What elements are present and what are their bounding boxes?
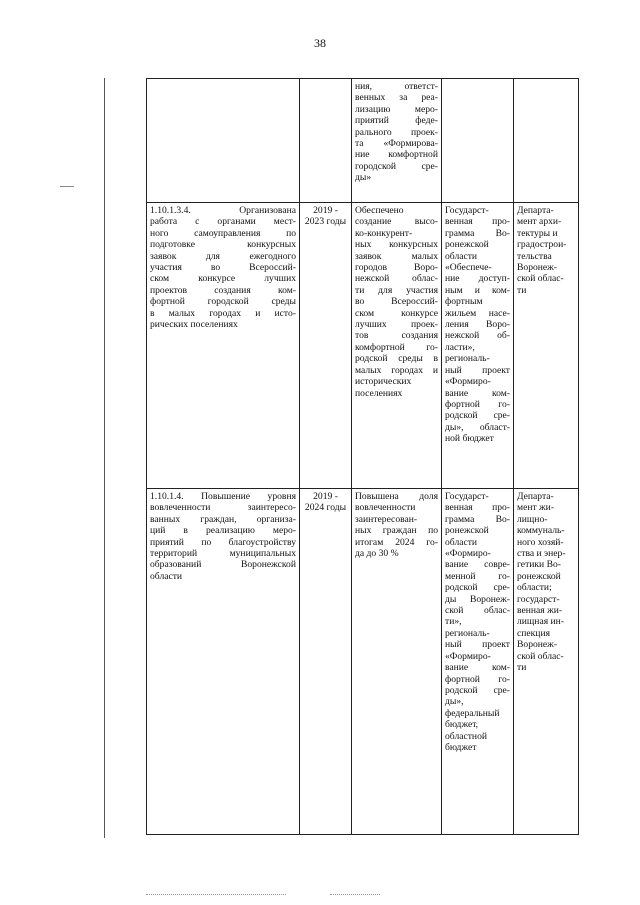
cell-text-line: участия во Всероссий- [150,262,296,274]
action-cell [147,203,300,489]
cell-text-line: венная про- [445,216,510,228]
cell-text-line: ций в реализацию меро- [150,525,296,537]
cell-text-line: ской облас- [445,605,510,617]
cell-text-line: проектов создания ком- [150,284,296,296]
cell-text-line: ный проект [445,639,510,651]
cell-text-line: заявок малых [355,250,438,262]
cell-text-line: Повышена доля [355,491,438,502]
result-cell [352,489,442,835]
cell-text-line: образований Воронежской [150,559,296,571]
cell-text-line: 1.10.1.4. Повышение уровня [150,491,296,502]
cell-text-line: венная жи- [517,605,563,617]
executor-cell [514,489,579,835]
cell-text-line: ние доступ- [445,273,510,285]
cell-text-line: заинтересован- [355,513,418,525]
cell-text-line: та «Формирова- [355,138,438,150]
cell-text-line: «Формиро- [445,650,491,662]
cell-text-line: нежской облас- [355,273,438,285]
cell-text-line: бюджет [445,741,477,753]
period-cell [300,79,352,203]
cell-text-line: фортным [445,296,483,308]
margin-mark [60,186,74,187]
action-cell [147,489,300,835]
cell-text-line: «Обеспече- [445,262,492,274]
cell-text-line: ском конкурсе [355,307,438,319]
cell-text-line: ти», [445,616,462,628]
cell-text-line: поселениях [355,387,403,399]
source-cell [442,79,514,203]
cell-text-line: ных конкурсных [355,239,438,251]
cell-text-line: Департа- [517,205,554,216]
cell-text-line: вовлеченности заинтересо- [150,502,296,514]
period-cell [300,489,352,835]
cell-text-line: 2024 годы [304,502,347,514]
cell-text-line: венных за реа- [355,92,438,104]
cell-text-line: ванных граждан, организа- [150,513,296,525]
cell-text-line: комфортной го- [355,341,438,353]
cell-text-line: фортной городской среды [150,296,296,308]
cell-text-line: 2023 годы [304,216,347,228]
cell-text-line: итогам 2024 го- [355,536,438,548]
cell-text-line: лизацию меро- [355,103,438,115]
cell-text-line: ко-конкурент- [355,227,413,239]
cell-text-line: ды Воронеж- [445,593,510,605]
cell-text-line: ласти», [445,341,475,353]
cell-text-line: ние комфортной [355,149,438,161]
cell-text-line: нежской об- [445,330,510,342]
cell-text-line: области [150,570,183,582]
cell-text-line: области [445,536,478,548]
cell-text-line: родской сре- [445,684,510,696]
cell-text-line: коммуналь- [517,525,565,537]
cell-text-line: ском конкурсе лучших [150,273,296,285]
cell-text-line: Государст- [445,205,489,216]
cell-text-line: грамма Во- [445,227,510,239]
cell-text-line: ти для участия [355,284,438,296]
cell-text-line: городской сре- [355,160,438,172]
cell-text-line: ронежской [445,239,489,251]
cell-text-line: гетики Во- [517,559,561,571]
result-cell [352,203,442,489]
bottom-scan-line [330,894,380,895]
cell-text-line: приятий по благоустройству [150,536,296,548]
cell-text-line: Департа- [517,491,554,502]
cell-text-line: государст- [517,593,560,605]
cell-text-line: 2019 - [313,491,338,502]
cell-text-line: мент жи- [517,502,555,514]
cell-text-line: вание совре- [445,559,510,571]
cell-text-line: спекция [517,627,550,639]
cell-text-line: ской облас- [517,650,564,662]
cell-text-line: бюджет, [445,719,479,731]
table-row [147,489,579,835]
table-row [147,203,579,489]
cell-text-line: венная про- [445,502,510,514]
action-cell [147,79,300,203]
cell-text-line: вание ком- [445,387,510,399]
cell-text-line: исторических [355,376,412,388]
cell-text-line: родской сре- [445,410,510,422]
cell-text-line: заявок для ежегодного [150,250,296,262]
cell-text-line: во Всероссий- [355,296,438,308]
cell-text-line: мент архи- [517,216,562,228]
executor-cell [514,79,579,203]
cell-text-line: создание высо- [355,216,438,228]
cell-text-line: работа с органами мест- [150,216,296,228]
cell-text-line: Воронеж- [517,262,558,274]
cell-text-line: ния, ответст- [355,81,438,92]
cell-text-line: жильем насе- [445,307,510,319]
cell-text-line: ти [517,284,527,296]
cell-text-line: ства и энер- [517,548,566,560]
cell-text-line: области [445,250,478,262]
cell-text-line: ды» [355,172,372,184]
cell-text-line: ти [517,662,527,674]
cell-text-line: федеральный [445,707,500,719]
cell-text-line: рических поселениях [150,319,238,331]
cell-text-line: градострои- [517,239,567,251]
cell-text-line: 1.10.1.3.4. Организована [150,205,296,216]
cell-text-line: родской среды в [355,353,438,365]
cell-text-line: территорий муниципальных [150,548,296,560]
cell-text-line: ления Воро- [445,319,510,331]
result-cell [352,79,442,203]
page-number: 38 [314,36,326,50]
cell-text-line: Обеспечено [355,205,404,216]
table-row [147,79,579,203]
cell-text-line: вание ком- [445,662,510,674]
binding-margin-line [104,78,105,838]
cell-text-line: ным и ком- [445,284,510,296]
cell-text-line: ного хозяй- [517,536,564,548]
cell-text-line: ды», област- [445,421,510,433]
cell-text-line: менной го- [445,570,510,582]
period-cell [300,203,352,489]
executor-cell [514,203,579,489]
cell-text-line: фортной го- [445,398,510,410]
cell-text-line: да до 30 % [355,548,399,560]
measures-table-body [147,79,579,835]
cell-text-line: Воронеж- [517,639,558,651]
cell-text-line: тов создания [355,330,438,342]
cell-text-line: тектуры и [517,227,558,239]
cell-text-line: лищная ин- [517,616,564,628]
cell-text-line: лучших проек- [355,319,438,331]
cell-text-line: рального проек- [355,126,438,138]
cell-text-line: ных граждан по [355,525,438,537]
cell-text-line: региональ- [445,353,490,365]
cell-text-line: региональ- [445,627,490,639]
cell-text-line: области; [517,582,552,594]
cell-text-line: вовлеченности [355,502,416,514]
cell-text-line: областной [445,730,488,742]
source-cell [442,203,514,489]
cell-text-line: ской облас- [517,273,564,285]
cell-text-line: приятий феде- [355,115,438,127]
cell-text-line: грамма Во- [445,513,510,525]
cell-text-line: «Формиро- [445,548,491,560]
cell-text-line: городов Воро- [355,262,438,274]
cell-text-line: малых городах и [355,364,438,376]
cell-text-line: фортной го- [445,673,510,685]
cell-text-line: 2019 - [313,205,338,216]
cell-text-line: тельства [517,250,552,262]
cell-text-line: подготовке конкурсных [150,239,296,251]
cell-text-line: ного самоуправления по [150,227,296,239]
measures-table [146,78,579,835]
cell-text-line: родской сре- [445,582,510,594]
cell-text-line: в малых городах и исто- [150,307,296,319]
cell-text-line: Государст- [445,491,489,502]
cell-text-line: ной бюджет [445,433,494,445]
source-cell [442,489,514,835]
cell-text-line: «Формиро- [445,376,491,388]
cell-text-line: ронежской [445,525,489,537]
bottom-scan-line [146,894,286,895]
cell-text-line: ды», [445,696,464,708]
cell-text-line: ронежской [517,570,561,582]
cell-text-line: лищно- [517,513,548,525]
cell-text-line: ный проект [445,364,510,376]
